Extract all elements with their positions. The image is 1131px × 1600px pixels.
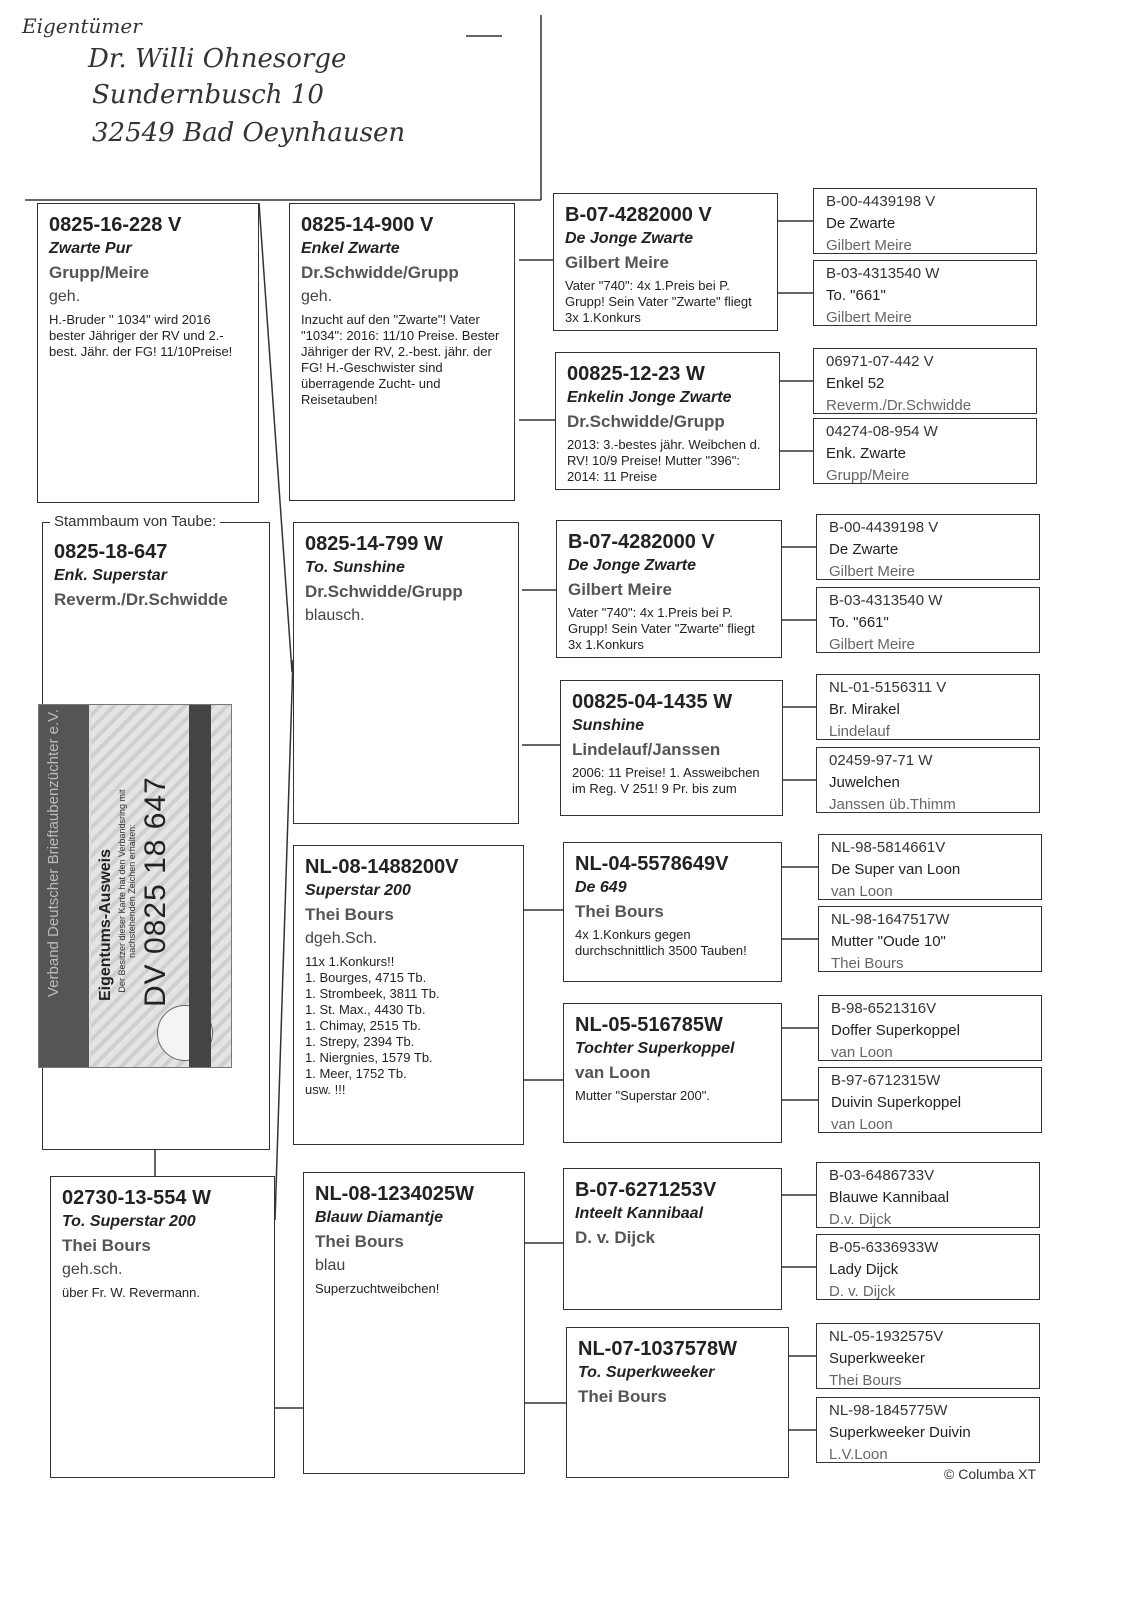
pigeon-name: Duivin Superkoppel xyxy=(831,1094,962,1111)
pigeon-name: Enk. Superstar xyxy=(54,567,167,584)
pigeon-box xyxy=(813,188,1037,254)
ring-number: NL-98-1647517W xyxy=(831,911,950,928)
connector-line xyxy=(275,660,293,1220)
ring-number: 0825-18-647 xyxy=(54,541,168,563)
owner-name: Dr. Willi Ohnesorge xyxy=(88,44,347,74)
pigeon-name: Tochter Superkoppel xyxy=(575,1040,735,1057)
breeder: Gilbert Meire xyxy=(565,253,669,272)
pigeon-name: De 649 xyxy=(575,879,627,896)
pigeon-name: Superstar 200 xyxy=(305,882,411,899)
breeder: Gilbert Meire xyxy=(568,580,672,599)
pigeon-name: Enkelin Jonge Zwarte xyxy=(567,389,732,406)
breeder: Thei Bours xyxy=(831,955,904,972)
pigeon-name: Lady Dijck xyxy=(829,1261,899,1278)
ring-number: 0825-14-900 V xyxy=(301,214,434,236)
pigeon-box xyxy=(555,352,780,490)
ring-number: B-00-4439198 V xyxy=(826,193,936,210)
ring-number: B-07-4282000 V xyxy=(565,204,712,226)
pigeon-box xyxy=(816,514,1040,580)
pigeon-box xyxy=(818,906,1042,972)
pigeon-box xyxy=(563,1168,782,1310)
pigeon-name: Enk. Zwarte xyxy=(826,445,907,462)
pigeon-name: To. "661" xyxy=(826,287,886,304)
pigeon-box xyxy=(813,418,1037,484)
pigeon-box xyxy=(816,1323,1040,1389)
pigeon-box xyxy=(50,1176,275,1478)
pigeon-name: De Zwarte xyxy=(826,215,896,232)
breeder: Lindelauf/Janssen xyxy=(572,740,721,759)
pigeon-notes: Inzucht auf den "Zwarte"! Vater "1034": 2016: 11/10 Preise. Bester Jähriger der RV, 2.-best. jähr. der FG! H.-Geschwister sind überragende Zucht- und Reisetauben! xyxy=(301,312,500,407)
pigeon-box xyxy=(563,842,782,982)
ring-number: B-98-6521316V xyxy=(831,1000,937,1017)
feather-color: blausch. xyxy=(305,607,365,624)
ring-number: 00825-12-23 W xyxy=(567,363,705,385)
pigeon-box xyxy=(293,522,519,824)
pigeon-name: To. Sunshine xyxy=(305,559,405,576)
ring-number: B-03-4313540 W xyxy=(826,265,940,282)
breeder: Grupp/Meire xyxy=(49,263,150,282)
breeder: van Loon xyxy=(831,883,893,900)
ring-number: 04274-08-954 W xyxy=(826,423,938,440)
pigeon-name: Br. Mirakel xyxy=(829,701,900,718)
breeder: Gilbert Meire xyxy=(829,636,915,653)
pigeon-box xyxy=(818,834,1042,900)
card-title: Eigentums-Ausweis xyxy=(97,848,114,1001)
ring-number: B-00-4439198 V xyxy=(829,519,939,536)
pigeon-notes: Superzuchtweibchen! xyxy=(315,1281,440,1296)
pigeon-box xyxy=(289,203,515,501)
breeder: Thei Bours xyxy=(305,905,394,924)
pigeon-box xyxy=(566,1327,789,1478)
pigeon-name: Sunshine xyxy=(572,717,645,734)
pigeon-box xyxy=(813,260,1037,326)
pigeon-name: Zwarte Pur xyxy=(49,240,132,257)
breeder: van Loon xyxy=(831,1116,893,1133)
ring-number: B-07-6271253V xyxy=(575,1179,717,1201)
pigeon-box xyxy=(816,587,1040,653)
ring-number: 0825-16-228 V xyxy=(49,214,182,236)
breeder: Thei Bours xyxy=(829,1372,902,1389)
pigeon-name: Inteelt Kannibaal xyxy=(575,1205,704,1222)
ring-number: 06971-07-442 V xyxy=(826,353,934,370)
ring-number: NL-05-516785W xyxy=(575,1014,723,1036)
pigeon-notes: 2013: 3.-bestes jähr. Weibchen d. RV! 10/9 Preise! Mutter "396": 2014: 11 Preise xyxy=(567,437,761,484)
pigeon-name: Mutter "Oude 10" xyxy=(831,933,946,950)
feather-color: dgeh.Sch. xyxy=(305,930,378,947)
copyright: © Columba XT xyxy=(944,1466,1037,1482)
breeder: Lindelauf xyxy=(829,723,890,740)
pigeon-name: Enkel 52 xyxy=(826,375,885,392)
pigeon-name: To. Superstar 200 xyxy=(62,1213,196,1230)
ring-number: 02730-13-554 W xyxy=(62,1187,211,1209)
breeder: Thei Bours xyxy=(62,1236,151,1255)
pigeon-notes: 11x 1.Konkurs!! 1. Bourges, 4715 Tb. 1. Strombeek, 3811 Tb. 1. St. Max., 4430 Tb. 1. Chimay, 2515 Tb. 1. Strepy, 2394 Tb. 1. Niergnies, 1579 Tb. 1. Meer, 1752 Tb. usw. !!! xyxy=(305,954,440,1097)
pigeon-notes: Mutter "Superstar 200". xyxy=(575,1088,710,1103)
pigeon-box xyxy=(556,520,782,658)
pigeon-notes: 2006: 11 Preise! 1. Assweibchen im Reg. V 251! 9 Pr. bis zum xyxy=(572,765,760,796)
pigeon-name: Juwelchen xyxy=(829,774,900,791)
ring-number: 02459-97-71 W xyxy=(829,752,933,769)
breeder: Reverm./Dr.Schwidde xyxy=(826,397,972,414)
breeder: Thei Bours xyxy=(315,1232,404,1251)
pigeon-name: Blauwe Kannibaal xyxy=(829,1189,950,1206)
pigeon-box xyxy=(563,1003,782,1143)
breeder: Dr.Schwidde/Grupp xyxy=(301,263,459,282)
breeder: Janssen üb.Thimm xyxy=(829,796,956,813)
pigeon-notes: H.-Bruder " 1034" wird 2016 bester Jähriger der RV und 2.-best. Jähr. der FG! 11/10Preise! xyxy=(49,312,233,359)
pigeon-box xyxy=(816,1162,1040,1228)
breeder: Thei Bours xyxy=(575,902,664,921)
feather-color: geh. xyxy=(301,288,333,305)
pigeon-name: De Jonge Zwarte xyxy=(565,230,694,247)
owner-label: Eigentümer xyxy=(22,14,142,38)
pigeon-box xyxy=(303,1172,525,1474)
pigeon-name: De Jonge Zwarte xyxy=(568,557,697,574)
ring-number: NL-05-1932575V xyxy=(829,1328,944,1345)
ring-number: B-03-4313540 W xyxy=(829,592,943,609)
pigeon-notes: Vater "740": 4x 1.Preis bei P. Grupp! Sein Vater "Zwarte" fliegt 3x 1.Konkurs xyxy=(568,605,755,652)
pigeon-name: Superkweeker Duivin xyxy=(829,1424,971,1441)
pigeon-name: Blauw Diamantje xyxy=(315,1209,444,1226)
breeder: Dr.Schwidde/Grupp xyxy=(305,582,463,601)
card-text: Der Besitzer dieser Karte hat den Verbandsring mit nachstehenden Zeichen erhalten: xyxy=(117,789,137,993)
ring-number: B-07-4282000 V xyxy=(568,531,715,553)
card-ring-number: DV 0825 18 647 xyxy=(139,776,172,1007)
pigeon-name: Enkel Zwarte xyxy=(301,240,400,257)
ring-number: NL-98-5814661V xyxy=(831,839,946,856)
breeder: Gilbert Meire xyxy=(826,237,912,254)
pigeon-box xyxy=(816,674,1040,740)
pigeon-box xyxy=(816,1234,1040,1300)
ring-number: 00825-04-1435 W xyxy=(572,691,733,713)
pigeon-box xyxy=(813,348,1037,414)
pigeon-box xyxy=(818,1067,1042,1133)
pigeon-name: De Zwarte xyxy=(829,541,899,558)
breeder: Gilbert Meire xyxy=(829,563,915,580)
feather-color: blau xyxy=(315,1257,346,1274)
breeder: van Loon xyxy=(575,1063,651,1082)
pigeon-name: Doffer Superkoppel xyxy=(831,1022,960,1039)
breeder: D.v. Dijck xyxy=(829,1211,892,1228)
ring-number: B-05-6336933W xyxy=(829,1239,939,1256)
ownership-card xyxy=(38,704,232,1068)
ring-number: NL-07-1037578W xyxy=(578,1338,737,1360)
breeder: Dr.Schwidde/Grupp xyxy=(567,412,725,431)
breeder: Reverm./Dr.Schwidde xyxy=(54,590,228,609)
pigeon-notes: Vater "740": 4x 1.Preis bei P. Grupp! Sein Vater "Zwarte" fliegt 3x 1.Konkurs xyxy=(565,278,752,325)
breeder: D. v. Dijck xyxy=(829,1283,896,1300)
subject-label: Stammbaum von Taube: xyxy=(50,513,220,530)
card-org: Verband Deutscher Brieftaubenzüchter e.V. xyxy=(39,705,89,1067)
breeder: Gilbert Meire xyxy=(826,309,912,326)
ring-number: 0825-14-799 W xyxy=(305,533,443,555)
pigeon-name: To. Superkweeker xyxy=(578,1364,715,1381)
ring-number: NL-08-1488200V xyxy=(305,856,459,878)
ring-number: B-03-6486733V xyxy=(829,1167,935,1184)
pigeon-box xyxy=(560,680,783,816)
pigeon-name: To. "661" xyxy=(829,614,889,631)
pigeon-box xyxy=(37,203,259,503)
owner-street: Sundernbusch 10 xyxy=(92,80,324,110)
pigeon-name: De Super van Loon xyxy=(831,861,961,878)
pigeon-notes: 4x 1.Konkurs gegen durchschnittlich 3500 Tauben! xyxy=(575,927,747,958)
breeder: Grupp/Meire xyxy=(826,467,910,484)
pigeon-box xyxy=(818,995,1042,1061)
breeder: D. v. Dijck xyxy=(575,1228,655,1247)
owner-city: 32549 Bad Oeynhausen xyxy=(92,118,406,148)
pigeon-box xyxy=(816,1397,1040,1463)
ring-number: NL-04-5578649V xyxy=(575,853,729,875)
feather-color: geh. xyxy=(49,288,81,305)
breeder: L.V.Loon xyxy=(829,1446,888,1463)
ring-number: NL-98-1845775W xyxy=(829,1402,948,1419)
ring-number: NL-08-1234025W xyxy=(315,1183,474,1205)
ring-number: B-97-6712315W xyxy=(831,1072,941,1089)
pigeon-box xyxy=(816,747,1040,813)
breeder: van Loon xyxy=(831,1044,893,1061)
breeder: Thei Bours xyxy=(578,1387,667,1406)
pigeon-box xyxy=(293,845,524,1145)
feather-color: geh.sch. xyxy=(62,1261,123,1278)
pigeon-notes: über Fr. W. Revermann. xyxy=(62,1285,200,1300)
pigeon-name: Superkweeker xyxy=(829,1350,925,1367)
ring-number: NL-01-5156311 V xyxy=(829,679,947,696)
pigeon-box xyxy=(553,193,778,331)
